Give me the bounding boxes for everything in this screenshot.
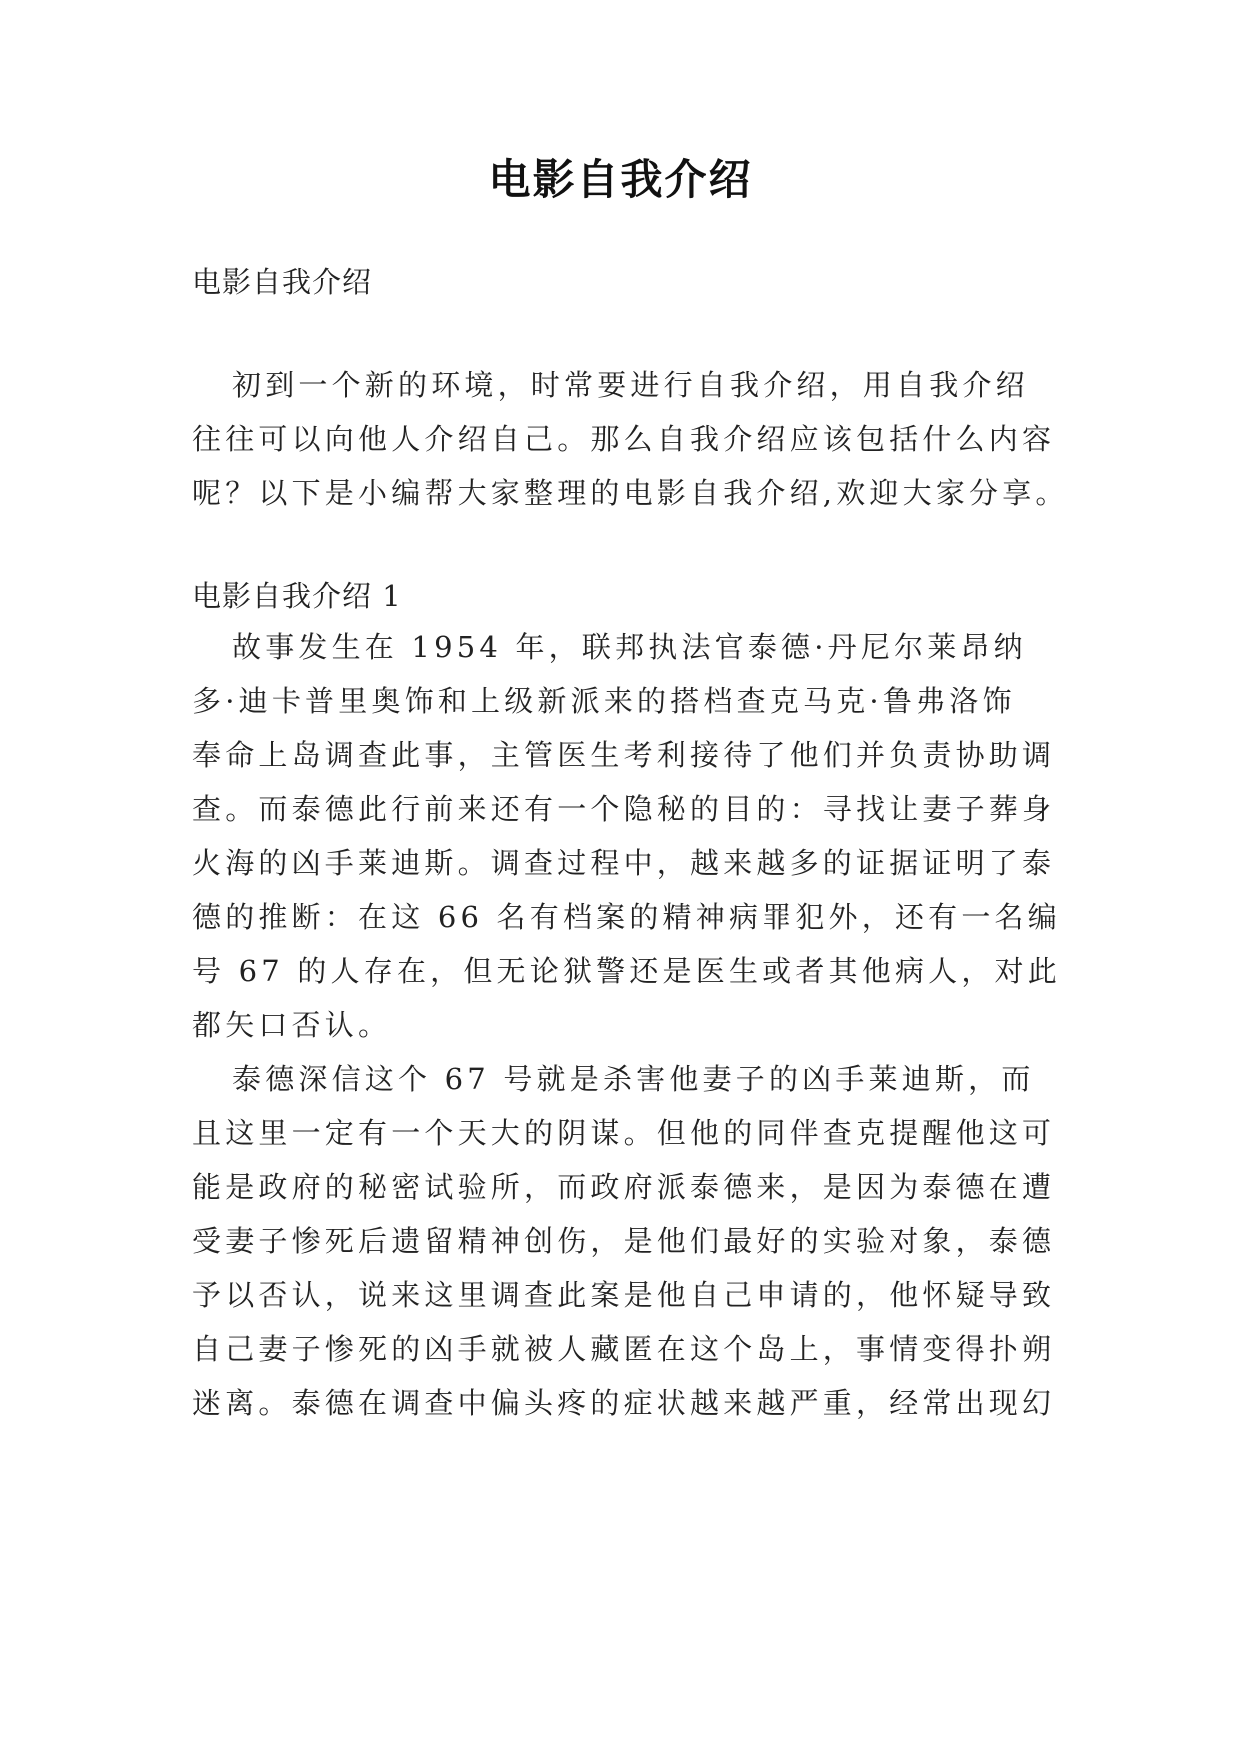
document-title: 电影自我介绍: [488, 155, 753, 204]
paragraph-line: 受妻子惨死后遗留精神创伤，是他们最好的实验对象，泰德: [192, 1224, 1056, 1258]
section-heading: 电影自我介绍 1: [192, 579, 402, 613]
paragraph-line: 初到一个新的环境，时常要进行自我介绍，用自我介绍: [232, 368, 1029, 402]
paragraph-line: 查。而泰德此行前来还有一个隐秘的目的：寻找让妻子葬身: [192, 792, 1056, 826]
paragraph-line: 火海的凶手莱迪斯。调查过程中，越来越多的证据证明了泰: [192, 846, 1056, 880]
document-subtitle: 电影自我介绍: [192, 265, 373, 299]
paragraph-line: 能是政府的秘密试验所，而政府派泰德来，是因为泰德在遭: [192, 1170, 1056, 1204]
paragraph-line: 自己妻子惨死的凶手就被人藏匿在这个岛上，事情变得扑朔: [192, 1332, 1056, 1366]
paragraph-line: 迷离。泰德在调查中偏头疼的症状越来越严重，经常出现幻: [192, 1386, 1056, 1420]
paragraph-line: 号 67 的人存在，但无论狱警还是医生或者其他病人，对此: [192, 954, 1061, 988]
paragraph-line: 呢？以下是小编帮大家整理的电影自我介绍,欢迎大家分享。: [192, 476, 1069, 510]
paragraph-line: 泰德深信这个 67 号就是杀害他妻子的凶手莱迪斯，而: [232, 1062, 1035, 1096]
paragraph-line: 奉命上岛调查此事，主管医生考利接待了他们并负责协助调: [192, 738, 1056, 772]
paragraph-line: 往往可以向他人介绍自己。那么自我介绍应该包括什么内容: [192, 422, 1056, 456]
paragraph-line: 都矢口否认。: [192, 1008, 392, 1042]
paragraph-line: 且这里一定有一个天大的阴谋。但他的同伴查克提醒他这可: [192, 1116, 1056, 1150]
paragraph-line: 德的推断：在这 66 名有档案的精神病罪犯外，还有一名编: [192, 900, 1061, 934]
paragraph-line: 故事发生在 1954 年，联邦执法官泰德·丹尼尔莱昂纳: [232, 630, 1027, 664]
paragraph-line: 予以否认，说来这里调查此案是他自己申请的，他怀疑导致: [192, 1278, 1056, 1312]
paragraph-line: 多·迪卡普里奥饰和上级新派来的搭档查克马克·鲁弗洛饰: [192, 684, 1016, 718]
